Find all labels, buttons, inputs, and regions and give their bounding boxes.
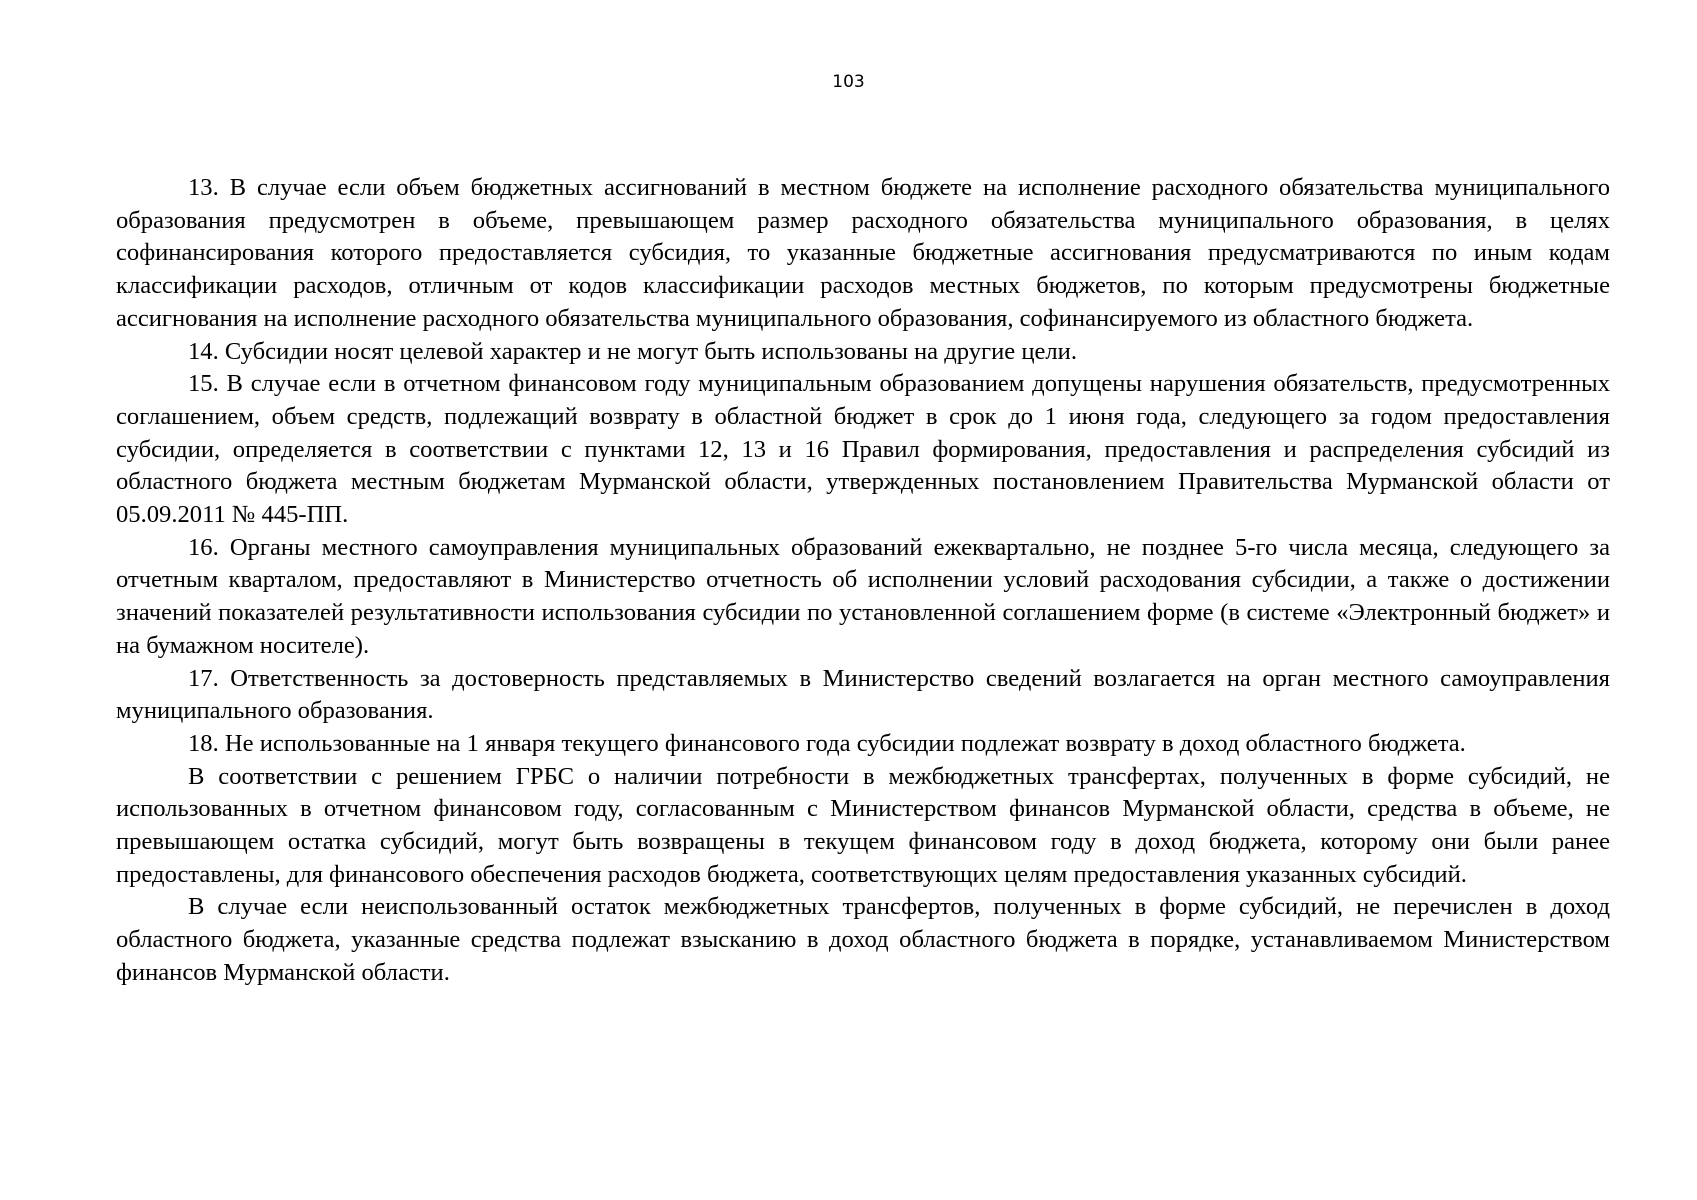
paragraph-unused-balance: В случае если неиспользованный остаток межбюджетных трансфертов, полученных в форме субсидий, не перечислен в доход областного бюджета, указанные средства подлежат взысканию в доход областного бюджета в порядке, устанавливаемом Министерством финансов Мурманской области.: [116, 893, 1610, 986]
paragraph-16: 16. Органы местного самоуправления муниципальных образований ежеквартально, не позднее 5-го числа месяца, следующего за отчетным кварталом, предоставляют в Министерство отчетность об исполнении условий расходования субсидии, а также о достижении значений показателей результативности использования субсидии по установленной соглашением форме (в системе «Электронный бюджет» и на бумажном носителе).: [116, 533, 1610, 659]
paragraph-17: 17. Ответственность за достоверность представляемых в Министерство сведений возлагается на орган местного самоуправления муниципального образования.: [116, 664, 1610, 725]
page-number: 103: [832, 72, 865, 92]
paragraph-13: 13. В случае если объем бюджетных ассигнований в местном бюджете на исполнение расходного обязательства муниципального образования предусмотрен в объеме, превышающем размер расходного обязательства муниципального образования, в целях софинансирования которого предоставляется субсидия, то указанные бюджетные ассигнования предусматриваются по иным кодам классификации расходов, отличным от кодов классификации расходов местных бюджетов, по которым предусмотрены бюджетные ассигнования на исполнение расходного обязательства муниципального образования, софинансируемого из областного бюджета.: [116, 174, 1610, 332]
paragraph-14: 14. Субсидии носят целевой характер и не могут быть использованы на другие цели.: [188, 337, 1077, 365]
paragraph-18: 18. Не использованные на 1 января текущего финансового года субсидии подлежат возврату в доход областного бюджета.: [188, 729, 1466, 757]
paragraph-grbs-decision: В соответствии с решением ГРБС о наличии потребности в межбюджетных трансфертах, полученных в форме субсидий, не использованных в отчетном финансовом году, согласованным с Министерством финансов Мурманской области, средства в объеме, не превышающем остатка субсидий, могут быть возвращены в текущем финансовом году в доход бюджета, которому они были ранее предоставлены, для финансового обеспечения расходов бюджета, соответствующих целям предоставления указанных субсидий.: [116, 762, 1610, 888]
paragraph-15: 15. В случае если в отчетном финансовом году муниципальным образованием допущены нарушения обязательств, предусмотренных соглашением, объем средств, подлежащий возврату в областной бюджет в срок до 1 июня года, следующего за годом предоставления субсидии, определяется в соответствии с пунктами 12, 13 и 16 Правил формирования, предоставления и распределения субсидий из областного бюджета местным бюджетам Мурманской области, утвержденных постановлением Правительства Мурманской области от 05.09.2011 № 445-ПП.: [116, 370, 1610, 529]
document-body: [116, 172, 1610, 990]
